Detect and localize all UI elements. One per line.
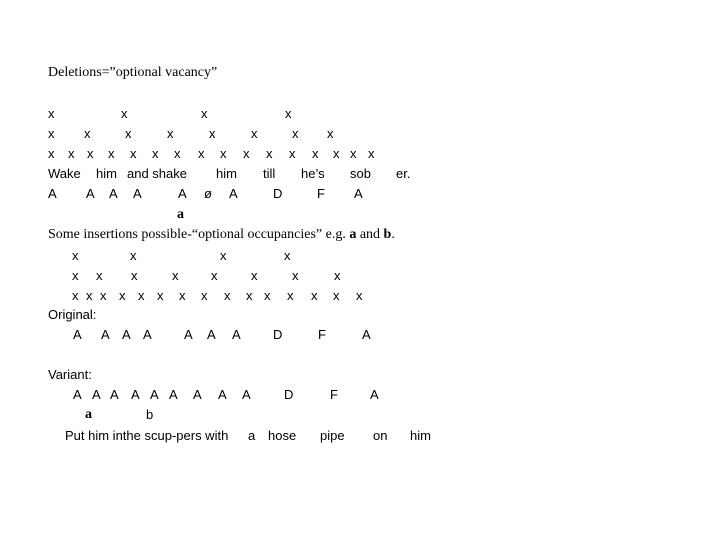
lyric-word: hose <box>268 428 297 443</box>
grid-mark: x <box>179 288 186 303</box>
analysis-mark: A <box>207 327 216 342</box>
lyric-word: him <box>96 166 117 181</box>
analysis-mark: A <box>48 186 57 201</box>
analysis-mark: A <box>73 327 82 342</box>
grid-mark: x <box>312 146 319 161</box>
heading-insertions-end: . <box>391 227 395 242</box>
lyric-word: him <box>216 166 237 181</box>
analysis-mark: A <box>109 186 118 201</box>
grid-mark: x <box>108 146 115 161</box>
grid-mark: x <box>289 146 296 161</box>
grid-mark: x <box>72 268 79 283</box>
grid-mark: x <box>96 268 103 283</box>
grid-mark: x <box>368 146 375 161</box>
analysis-mark: D <box>284 387 294 402</box>
grid-mark: x <box>48 106 55 121</box>
grid-mark: x <box>251 268 258 283</box>
heading-insertions-a: a <box>349 227 357 242</box>
grid-mark: x <box>87 146 94 161</box>
analysis-mark: A <box>229 186 238 201</box>
analysis-mark: A <box>101 327 110 342</box>
grid-mark: x <box>48 146 55 161</box>
analysis-mark: A <box>143 327 152 342</box>
lyric-word: sob <box>350 166 371 181</box>
analysis-mark: A <box>370 387 379 402</box>
grid-mark: x <box>251 126 258 141</box>
original-label: Original: <box>48 307 97 322</box>
grid-mark: x <box>68 146 75 161</box>
grid-mark: x <box>333 146 340 161</box>
variant-marker-b: b <box>146 407 154 422</box>
grid-mark: x <box>167 126 174 141</box>
grid-mark: x <box>72 288 79 303</box>
grid-mark: x <box>284 248 291 263</box>
analysis-mark: A <box>193 387 202 402</box>
heading-insertions-text: Some insertions possible-“optional occupancies” e.g. <box>48 227 350 242</box>
grid-mark: x <box>72 248 79 263</box>
grid-mark: x <box>356 288 363 303</box>
grid-mark: x <box>174 146 181 161</box>
analysis-mark: A <box>131 387 140 402</box>
grid-mark: x <box>119 288 126 303</box>
heading-insertions-b: b <box>383 227 392 242</box>
lyric-word: and shake <box>127 166 187 181</box>
lyric-word: he’s <box>301 166 325 181</box>
analysis-mark: D <box>273 186 283 201</box>
lyric-word: er. <box>396 166 411 181</box>
grid-mark: x <box>285 106 292 121</box>
grid-mark: x <box>86 288 93 303</box>
grid-mark: x <box>100 288 107 303</box>
grid-mark: x <box>292 268 299 283</box>
analysis-mark: F <box>330 387 338 402</box>
analysis-mark: A <box>184 327 193 342</box>
grid-mark: x <box>264 288 271 303</box>
grid-mark: x <box>350 146 357 161</box>
grid-mark: x <box>131 268 138 283</box>
lyric-word: on <box>373 428 388 443</box>
grid-mark: x <box>172 268 179 283</box>
grid-mark: x <box>246 288 253 303</box>
grid-mark: x <box>201 106 208 121</box>
analysis-mark: A <box>354 186 363 201</box>
grid-mark: x <box>121 106 128 121</box>
grid-mark: x <box>220 146 227 161</box>
grid-mark: x <box>266 146 273 161</box>
heading-insertions-and: and <box>356 227 384 242</box>
grid-mark: x <box>292 126 299 141</box>
grid-mark: x <box>211 268 218 283</box>
grid-mark: x <box>334 268 341 283</box>
analysis-mark: A <box>178 186 187 201</box>
analysis-mark: A <box>232 327 241 342</box>
analysis-mark: A <box>73 387 82 402</box>
grid-mark: x <box>327 126 334 141</box>
grid-mark: x <box>130 248 137 263</box>
analysis-mark: ø <box>204 186 212 201</box>
grid-mark: x <box>287 288 294 303</box>
lyric-word: till <box>263 166 276 181</box>
analysis-mark: D <box>273 327 283 342</box>
analysis-mark: A <box>110 387 119 402</box>
lyric-word: pipe <box>320 428 345 443</box>
grid-mark: x <box>84 126 91 141</box>
heading-insertions <box>48 228 395 242</box>
grid-mark: x <box>224 288 231 303</box>
grid-mark: x <box>125 126 132 141</box>
grid-mark: x <box>243 146 250 161</box>
grid-mark: x <box>198 146 205 161</box>
analysis-mark: A <box>92 387 101 402</box>
lyric-word: Wake <box>48 166 81 181</box>
grid-mark: x <box>333 288 340 303</box>
grid-mark: x <box>311 288 318 303</box>
grid-mark: x <box>201 288 208 303</box>
analysis-mark: A <box>122 327 131 342</box>
variant-marker-a: a <box>85 407 92 422</box>
heading-deletions: Deletions=”optional vacancy” <box>48 65 218 80</box>
insertion-marker-a: a <box>177 207 184 222</box>
analysis-mark: F <box>318 327 326 342</box>
variant-label: Variant: <box>48 367 92 382</box>
analysis-mark: A <box>242 387 251 402</box>
analysis-mark: F <box>317 186 325 201</box>
grid-mark: x <box>209 126 216 141</box>
analysis-mark: A <box>218 387 227 402</box>
grid-mark: x <box>152 146 159 161</box>
analysis-mark: A <box>169 387 178 402</box>
grid-mark: x <box>138 288 145 303</box>
lyric-word: Put him inthe scup-pers with <box>65 428 229 443</box>
analysis-mark: A <box>133 186 142 201</box>
analysis-mark: A <box>362 327 371 342</box>
analysis-mark: A <box>150 387 159 402</box>
grid-mark: x <box>157 288 164 303</box>
grid-mark: x <box>220 248 227 263</box>
lyric-word: a <box>248 428 256 443</box>
grid-mark: x <box>48 126 55 141</box>
analysis-mark: A <box>86 186 95 201</box>
lyric-word: him <box>410 428 431 443</box>
grid-mark: x <box>130 146 137 161</box>
